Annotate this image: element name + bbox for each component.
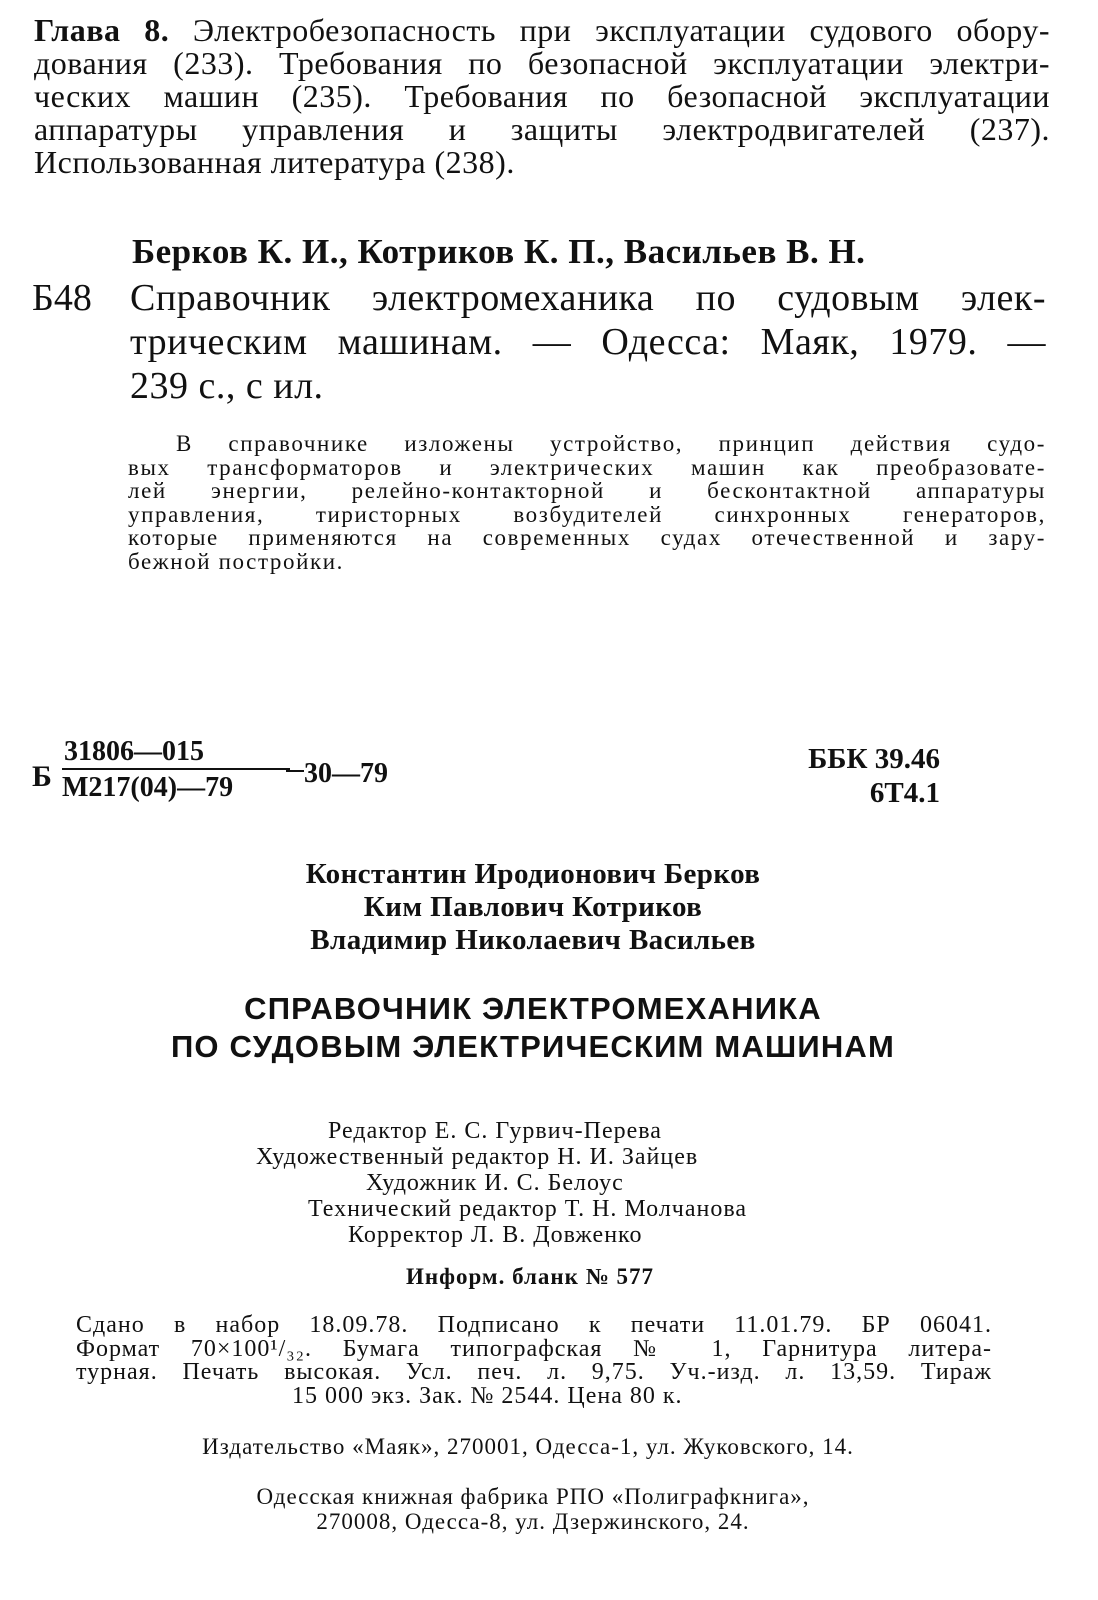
credit-line: Художник И. С. Белоус	[366, 1170, 624, 1196]
contents-line	[34, 14, 1050, 47]
library-code-numerator: 31806—015	[64, 736, 204, 767]
catalog-title-line: Справочник электромеханика по судовым элек-	[130, 277, 1046, 319]
bbk-line: 6Т4.1	[869, 777, 940, 809]
library-code-fraction	[62, 736, 290, 804]
catalog-title-line: 239 с., с ил.	[130, 365, 324, 407]
credits	[256, 1118, 747, 1248]
inform-blank: Информ. бланк № 577	[405, 1264, 655, 1289]
book-title	[0, 990, 1066, 1066]
bbk-index	[780, 742, 940, 810]
contents-line: аппаратуры управления и защиты электродвигателей (237).	[34, 111, 1050, 147]
author-name: Владимир Николаевич Васильев	[310, 924, 756, 956]
annotation-line: бежной постройки.	[128, 548, 345, 574]
imprint	[76, 1314, 992, 1408]
imprint-line: Формат 70×100¹/₃₂. Бумага типографская № 1, Гарнитура литера-	[76, 1335, 992, 1362]
annotation-line: вых трансформаторов и электрических машин как преобразовате-	[128, 454, 1046, 480]
printer-address	[0, 1484, 1066, 1534]
credit-line: Редактор Е. С. Гурвич-Перева	[328, 1118, 662, 1144]
annotation	[128, 432, 1046, 573]
author-full-names	[0, 858, 1066, 957]
annotation-line: В справочнике изложены устройство, принцип действия судо-	[176, 431, 1046, 456]
credit-line: Корректор Л. В. Довженко	[348, 1222, 643, 1248]
author-name: Ким Павлович Котриков	[363, 891, 703, 923]
contents-line: Использованная литература (238).	[34, 144, 515, 180]
contents-line-text: Электробезопасность при эксплуатации судового обору-	[192, 12, 1051, 48]
printer-line: Одесская книжная фабрика РПО «Полиграфкнига»,	[256, 1484, 810, 1509]
catalog-code: Б48	[32, 277, 92, 319]
book-title-line: ПО СУДОВЫМ ЭЛЕКТРИЧЕСКИМ МАШИНАМ	[170, 1029, 896, 1064]
catalog-authors: Берков К. И., Котриков К. П., Васильев В. Н.	[132, 232, 866, 271]
catalog-title-line: трическим машинам. — Одесса: Маяк, 1979. —	[130, 321, 1046, 363]
bbk-line: ББК 39.46	[808, 743, 940, 775]
library-code-denominator: М217(04)—79	[62, 768, 290, 804]
imprint-line: турная. Печать высокая. Усл. печ. л. 9,75. Уч.-изд. л. 13,59. Тираж	[76, 1359, 992, 1385]
contents-tail	[34, 14, 1050, 179]
annotation-line: лей энергии, релейно-контакторной и бесконтактной аппаратуры	[128, 478, 1046, 503]
chapter-label: Глава 8.	[34, 12, 170, 48]
library-code-letter: Б	[32, 760, 52, 793]
annotation-line: которые применяются на современных судах отечественной и зару-	[128, 525, 1046, 550]
contents-line: дования (233). Требования по безопасной эксплуатации электри-	[34, 45, 1050, 81]
publisher-address: Издательство «Маяк», 270001, Одесса-1, ул. Жуковского, 14.	[202, 1434, 854, 1459]
library-code-suffix: 30—79	[304, 758, 388, 789]
imprint-line: 15 000 экз. Зак. № 2544. Цена 80 к.	[292, 1382, 683, 1409]
fraction-rule	[286, 770, 304, 772]
annotation-line: управления, тиристорных возбудителей синхронных генераторов,	[128, 501, 1046, 527]
book-title-line: СПРАВОЧНИК ЭЛЕКТРОМЕХАНИКА	[244, 991, 822, 1026]
author-name: Константин Иродионович Берков	[305, 858, 761, 890]
printer-line: 270008, Одесса-8, ул. Дзержинского, 24.	[316, 1509, 750, 1534]
catalog-title	[130, 276, 1046, 408]
credit-line: Технический редактор Т. Н. Молчанова	[308, 1196, 748, 1222]
contents-line: ческих машин (235). Требования по безопасной эксплуатации	[34, 78, 1050, 114]
credit-line: Художественный редактор Н. И. Зайцев	[256, 1144, 699, 1170]
imprint-line: Сдано в набор 18.09.78. Подписано к печати 11.01.79. БР 06041.	[76, 1312, 992, 1338]
